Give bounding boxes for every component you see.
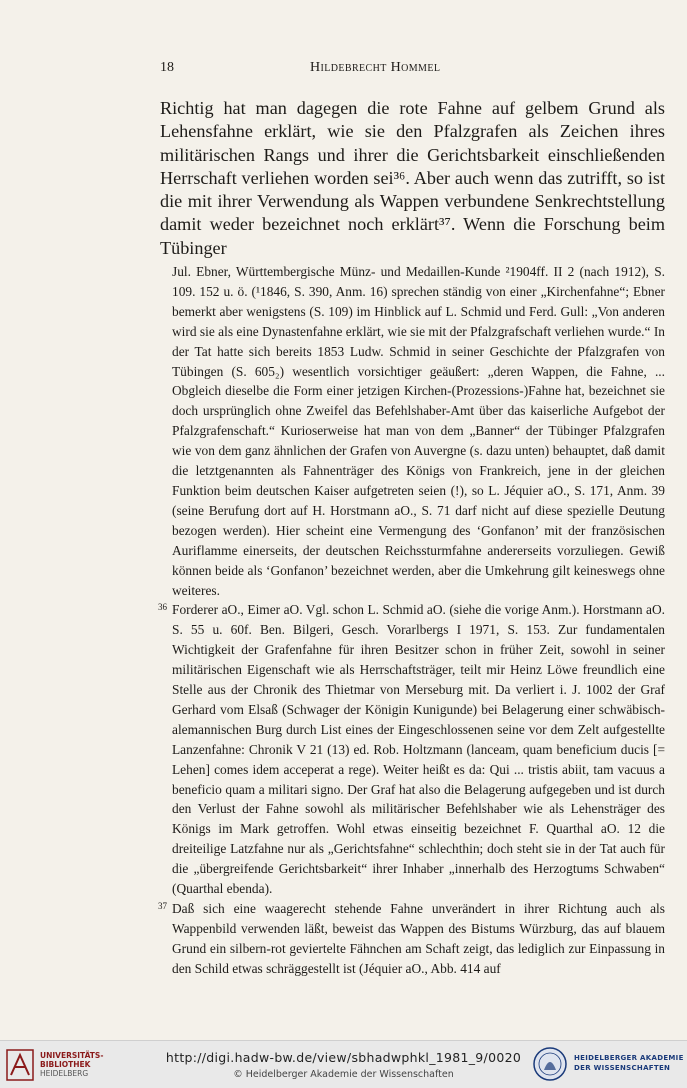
library-name-line2: BIBLIOTHEK bbox=[40, 1060, 91, 1069]
running-title: Hildebrecht Hommel bbox=[310, 60, 441, 75]
main-text: Richtig hat man dagegen die rote Fahne auf gelbem Grund als Lehensfahne erklärt, wie sie den Pfalzgrafen als Zeichen ihres militärischen Rangs und ihrer die Gerichtsbarkeit einschließenden Herrschaft verliehen worden sei³⁶. Aber auch wenn das zutrifft, so ist die mit ihrer Verwendung als Wappen verbundene Senkrechtstellung damit weder bezeichnet noch erklärt³⁷. Wenn die Forschung beim Tübinger bbox=[160, 98, 665, 258]
academy-name-line2: DER WISSENSCHAFTEN bbox=[574, 1063, 671, 1072]
library-name-line1: UNIVERSITÄTS- bbox=[40, 1051, 104, 1060]
footnote-37 bbox=[158, 899, 665, 979]
footnote-37-mark: 37 bbox=[158, 901, 167, 911]
footnote-36-mark: 36 bbox=[158, 602, 167, 613]
permalink-url[interactable]: http://digi.hadw-bw.de/view/sbhadwphkl_1981_9/0020 bbox=[165, 1050, 522, 1065]
footnote-continuation: Jul. Ebner, Württembergische Münz- und Medaillen-Kunde ²1904ff. II 2 (nach 1912), S. 109. 152 u. ö. (¹1846, S. 390, Anm. 16) sprechen ständig von einer „Kirchenfahne“; Ebner bemerkt aber wenigstens (S. 109) im Hinblick auf L. Schmid und Ferd. Gull: „Von anderen wird sie als eine Dynastenfahne erklärt, wie sie mit der Pfalzgrafschaft verliehen wurde.“ In der Tat hatte sich bereits 1853 Ludw. Schmid in seiner Geschichte der Pfalzgrafen von Tübingen (S. 605₂) wesentlich vorsichtiger geäußert: „deren Wappen, die Fahne, ... Obgleich dieselbe die Form einer jetzigen Kirchen-(Prozessions-)Fahne hat, bezeichnet sie doch ursprünglich ohne Zweifel das Befehlshaber-Amt über das kaiserliche Aufgebot der Pfalzgrafenschaft.“ Kurioserweise hat man von dem „Banner“ der Tübinger Pfalzgrafen wie von dem ganz ähnlichen der Grafen von Auvergne (s. dazu unten) behauptet, daß damit die letztgenannten als Fahnenträger des Königs von Frankreich, jene in der gleichen Funktion beim deutschen Kaiser aufgetreten seien (!), so L. Jéquier aO., S. 171, Anm. 39 (seine Berufung dort auf H. Horstmann aO., S. 71 darf nicht auf diese spezielle Deutung bezogen werden). Hier scheint eine Vermengung des ‘Gonfanon’ mit der französischen Auriflamme einerseits, der deutschen Reichssturmfahne andererseits vorzuliegen. Gewiß können beide als ‘Gonfanon’ bezeichnet werden, aber die Umkehrung gilt keineswegs ohne weiteres. bbox=[172, 264, 665, 598]
library-name-line3: HEIDELBERG bbox=[40, 1069, 89, 1078]
page-header bbox=[160, 60, 665, 80]
footnotes bbox=[158, 262, 665, 979]
academy-name-line1: HEIDELBERGER AKADEMIE bbox=[574, 1054, 684, 1062]
footnote-36 bbox=[158, 600, 665, 899]
footnote-36-text: Forderer aO., Eimer aO. Vgl. schon L. Schmid aO. (siehe die vorige Anm.). Horstmann aO. S. 55 u. 60f. Ben. Bilgeri, Gesch. Vorarlbergs I 1971, S. 153. Zur fundamentalen Wichtigkeit der Grafenfahne für ihren Besitzer schon in früher Zeit, sowohl in seiner militärischen Eigenschaft wie als Herrschaftsträger, teilt mir Heinz Löwe freundlich eine Stelle aus der Chronik des Thietmar von Merseburg mit. Da verliert i. J. 1002 der Graf Gerhard vom Elsaß (Schwager der Königin Kunigunde) bei Belagerung einer schwäbisch-alemannischen Burg durch List eines der Eingeschlossenen seine vor dem Zelt aufgestellte Lanzenfahne: Chronik V 21 (13) ed. Rob. Holtzmann (lanceam, quam beneficium ducis [= Lehen] comes idem acceperat a rege). Weiter heißt es da: Qui ... tristis abiit, tam vacuus a beneficio quam a militari signo. Der Graf hat also die Belagerung aufgegeben und ist durch den Verlust der Fahne sowohl als militärischer Befehlshaber wie als Lehensträger des Königs im Mark getroffen. Wohl etwas einseitig bezeichnet F. Quarthal aO. 12 die dreiteilige Latzfahne nur als „Gerichtsfahne“ schlechthin; doch steht sie in der Tat auch für die „übergreifende Gerichtsbarkeit“ ihrer Inhaber „innerhalb des Herzogtums Schwaben“ (Quarthal ebenda). bbox=[172, 602, 665, 897]
academy-name bbox=[574, 1054, 684, 1073]
academy-seal-icon bbox=[532, 1046, 568, 1082]
footnote-37-text: Daß sich eine waagerecht stehende Fahne unverändert in ihrer Richtung auch als Wappenbild verwenden läßt, beweist das Wappen des Bistums Würzburg, das auf blauem Grund ein silbern-rot geviertelte Fähnchen am Schaft zeigt, das lediglich zur Einpassung in den Schild etwas schräggestellt ist (Jéquier aO., Abb. 414 auf bbox=[172, 901, 665, 976]
viewer-footer bbox=[0, 1040, 687, 1088]
page-number: 18 bbox=[160, 60, 174, 75]
copyright-notice: © Heidelberger Akademie der Wissenschaften bbox=[233, 1069, 454, 1080]
